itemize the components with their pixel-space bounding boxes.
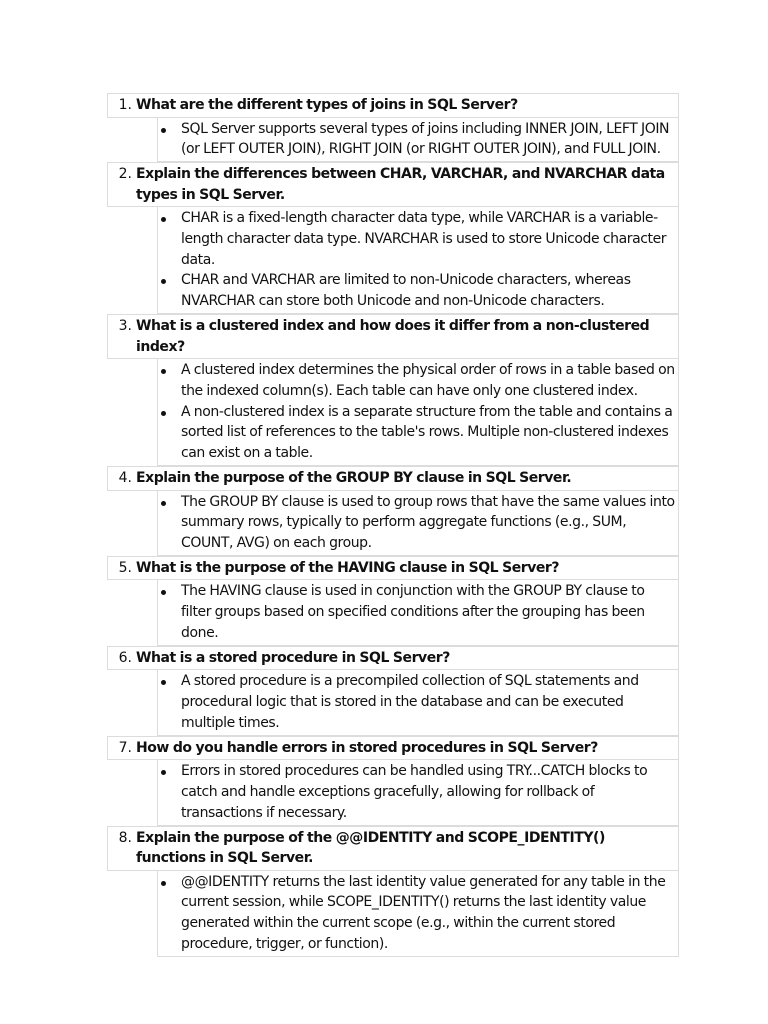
question-number: 3. (118, 318, 132, 335)
answer-list (157, 670, 679, 735)
answer-item (158, 208, 676, 270)
question-row (107, 736, 679, 761)
question-block-8 (107, 826, 679, 957)
answer-text: CHAR and VARCHAR are limited to non-Unicode characters, whereas NVARCHAR can store both Unicode and non-Unicode characters. (181, 272, 631, 310)
question-text: What is a stored procedure in SQL Server? (136, 649, 450, 666)
question-row (107, 466, 679, 491)
bullet-icon (161, 881, 166, 886)
answer-text: Errors in stored procedures can be handled using TRY...CATCH blocks to catch and handle exceptions gracefully, allowing for rollback of transactions if necessary. (181, 763, 648, 821)
question-block-6 (107, 646, 679, 736)
answer-list (157, 580, 679, 645)
answer-item (158, 402, 676, 464)
question-text: What are the different types of joins in SQL Server? (136, 97, 518, 113)
bullet-icon (161, 770, 166, 775)
bullet-icon (161, 590, 166, 595)
question-text: Explain the differences between CHAR, VARCHAR, and NVARCHAR data types in SQL Server. (136, 166, 665, 203)
question-number: 8. (118, 829, 132, 846)
question-text: Explain the purpose of the GROUP BY clause in SQL Server. (136, 470, 572, 487)
question-row (107, 93, 679, 118)
answer-item (158, 119, 676, 161)
bullet-icon (161, 279, 166, 284)
question-text: What is a clustered index and how does it differ from a non-clustered index? (136, 318, 650, 355)
question-text: What is the purpose of the HAVING clause in SQL Server? (136, 559, 560, 576)
answer-text: A clustered index determines the physical order of rows in a table based on the indexed column(s). Each table can have only one clustered index. (181, 362, 675, 399)
answer-text: The GROUP BY clause is used to group rows that have the same values into summary rows, typically to perform aggregate functions (e.g., SUM, COUNT, AVG) on each group. (181, 493, 675, 552)
bullet-icon (161, 680, 166, 685)
answer-item (158, 492, 676, 554)
question-block-4 (107, 466, 679, 556)
answer-text: CHAR is a fixed-length character data type, while VARCHAR is a variable-length character data type. NVARCHAR is used to store Unicode character data. (181, 210, 667, 268)
question-row (107, 314, 679, 359)
question-text: Explain the purpose of the @@IDENTITY and SCOPE_IDENTITY() functions in SQL Server. (136, 829, 605, 867)
question-number: 6. (118, 649, 132, 666)
bullet-icon (161, 411, 166, 416)
answer-list (157, 359, 679, 466)
question-number: 4. (118, 470, 132, 487)
answer-item (158, 581, 676, 643)
question-number: 5. (118, 559, 132, 576)
answer-list (157, 871, 679, 957)
answer-item (158, 872, 676, 955)
question-number: 7. (118, 739, 132, 756)
bullet-icon (161, 128, 166, 133)
answer-text: The HAVING clause is used in conjunction with the GROUP BY clause to filter groups based on specified conditions after the grouping has been done. (181, 583, 645, 642)
bullet-icon (161, 501, 166, 506)
question-row (107, 162, 679, 207)
question-row (107, 826, 679, 871)
answer-list (157, 207, 679, 314)
question-text: How do you handle errors in stored procedures in SQL Server? (136, 739, 598, 756)
question-block-2 (107, 162, 679, 314)
bullet-icon (161, 369, 166, 374)
answer-item (158, 360, 676, 402)
question-block-7 (107, 736, 679, 826)
answer-item (158, 270, 676, 312)
question-row (107, 556, 679, 581)
answer-text: A stored procedure is a precompiled collection of SQL statements and procedural logic that is stored in the database and can be executed multiple times. (181, 673, 639, 731)
bullet-icon (161, 217, 166, 222)
question-number: 2. (118, 166, 132, 183)
question-number: 1. (118, 97, 132, 113)
interview-questions-list (107, 93, 679, 957)
answer-list (157, 118, 679, 163)
question-block-3 (107, 314, 679, 466)
answer-list (157, 760, 679, 825)
answer-item (158, 761, 676, 823)
answer-list (157, 491, 679, 556)
answer-text: SQL Server supports several types of joins including INNER JOIN, LEFT JOIN (or LEFT OUTER JOIN), RIGHT JOIN (or RIGHT OUTER JOIN), and FULL JOIN. (181, 120, 670, 158)
question-block-1 (107, 93, 679, 162)
question-block-5 (107, 556, 679, 646)
answer-text: @@IDENTITY returns the last identity value generated for any table in the current session, while SCOPE_IDENTITY() returns the last identity value generated within the current scope (e.g., within the current stored procedure, trigger, or function). (181, 873, 666, 953)
answer-text: A non-clustered index is a separate structure from the table and contains a sorted list of references to the table's rows. Multiple non-clustered indexes can exist on a table. (181, 403, 673, 462)
answer-item (158, 671, 676, 733)
question-row (107, 646, 679, 671)
